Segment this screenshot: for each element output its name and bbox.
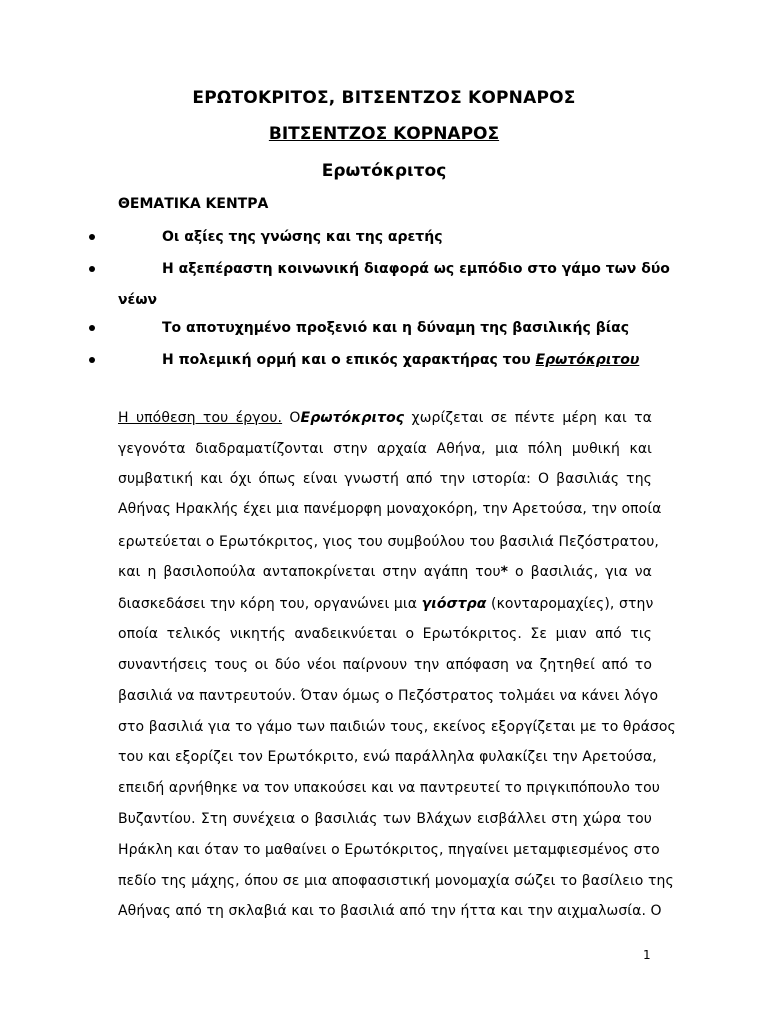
body-line: Αθήνας από τη σκλαβιά και το βασιλιά από την ήττα και την αιχμαλωσία. Ο — [118, 903, 662, 919]
author-heading: ΒΙΤΣΕΝΤΖΟΣ ΚΟΡΝΑΡΟΣ — [268, 124, 500, 144]
body-line: επειδή αρνήθηκε να τον υπακούσει και να παντρευτεί το πριγκιπόπουλο του — [118, 780, 660, 796]
work-name-emphasis: Ερωτόκριτος — [300, 410, 405, 426]
body-line: του και εξορίζει τον Ερωτόκριτο, ενώ παράλληλα φυλακίζει την Αρετούσα, — [118, 749, 657, 765]
page-number: 1 — [643, 948, 651, 962]
bullet-icon — [89, 266, 95, 272]
section-label: Η υπόθεση του έργου. — [118, 410, 283, 426]
body-text: (κονταρομαχίες), στην — [486, 596, 654, 612]
body-line: στο βασιλιά για το γάμο των παιδιών τους, εκείνος εξοργίζεται με το θράσος — [118, 719, 676, 735]
theme-text: Η αξεπέραστη κοινωνική διαφορά ως εμπόδιο στο γάμο των δύο — [162, 261, 670, 277]
bullet-icon — [89, 357, 95, 363]
body-line — [118, 410, 652, 426]
theme-text-plain: Η πολεμική ορμή και ο επικός χαρακτήρας του — [162, 352, 536, 368]
body-text: και η βασιλοπούλα ανταποκρίνεται στην αγάπη του — [118, 564, 501, 580]
body-text: διασκεδάσει την κόρη του, οργανώνει μια — [118, 596, 422, 612]
body-text: Ο — [282, 410, 301, 426]
document-title: ΕΡΩΤΟΚΡΙΤΟΣ, ΒΙΤΣΕΝΤΖΟΣ ΚΟΡΝΑΡΟΣ — [192, 88, 576, 108]
bullet-icon — [89, 325, 95, 331]
theme-text: Οι αξίες της γνώσης και της αρετής — [162, 229, 443, 245]
body-line — [118, 564, 652, 580]
body-text: ο βασιλιάς, για να — [508, 564, 652, 580]
theme-text-continuation: νέων — [118, 292, 158, 308]
body-line: πεδίο της μάχης, όπου σε μια αποφασιστική μονομαχία σώζει το βασίλειο της — [118, 873, 674, 889]
body-line: Αθήνας Ηρακλής έχει μια πανέμορφη μοναχοκόρη, την Αρετούσα, την οποία — [118, 501, 662, 517]
body-line: βασιλιά να παντρευτούν. Όταν όμως ο Πεζόστρατος τολμάει να κάνει λόγο — [118, 688, 659, 704]
body-text: χωρίζεται σε πέντε μέρη και τα — [404, 410, 652, 426]
body-line: οποία τελικός νικητής αναδεικνύεται ο Ερωτόκριτος. Σε μιαν από τις — [118, 626, 652, 642]
footnote-marker: * — [500, 564, 509, 580]
term-emphasis: γιόστρα — [421, 596, 487, 612]
theme-text — [162, 352, 652, 368]
bullet-icon — [89, 234, 95, 240]
body-line: συμβατική και όχι όπως είναι γνωστή από την ιστορία: Ο βασιλιάς της — [118, 471, 652, 487]
theme-text: Το αποτυχημένο προξενιό και η δύναμη της βασιλικής βίας — [162, 320, 630, 336]
theme-text-emphasis: Ερωτόκριτου — [535, 352, 640, 368]
work-title: Ερωτόκριτος — [321, 161, 447, 181]
body-line — [118, 596, 652, 612]
body-line: Βυζαντίου. Στη συνέχεια ο βασιλιάς των Βλάχων εισβάλλει στη χώρα του — [118, 811, 652, 827]
body-line: συναντήσεις τους οι δύο νέοι παίρνουν την απόφαση να ζητηθεί από το — [118, 657, 652, 673]
body-line: ερωτεύεται ο Ερωτόκριτος, γιος του συμβούλου του βασιλιά Πεζόστρατου, — [118, 534, 659, 550]
body-line: γεγονότα διαδραματίζονται στην αρχαία Αθήνα, μια πόλη μυθική και — [118, 441, 652, 457]
themes-heading: ΘΕΜΑΤΙΚΑ ΚΕΝΤΡΑ — [118, 196, 269, 212]
body-line: Ηράκλη και όταν το μαθαίνει ο Ερωτόκριτος, πηγαίνει μεταμφιεσμένος στο — [118, 842, 660, 858]
